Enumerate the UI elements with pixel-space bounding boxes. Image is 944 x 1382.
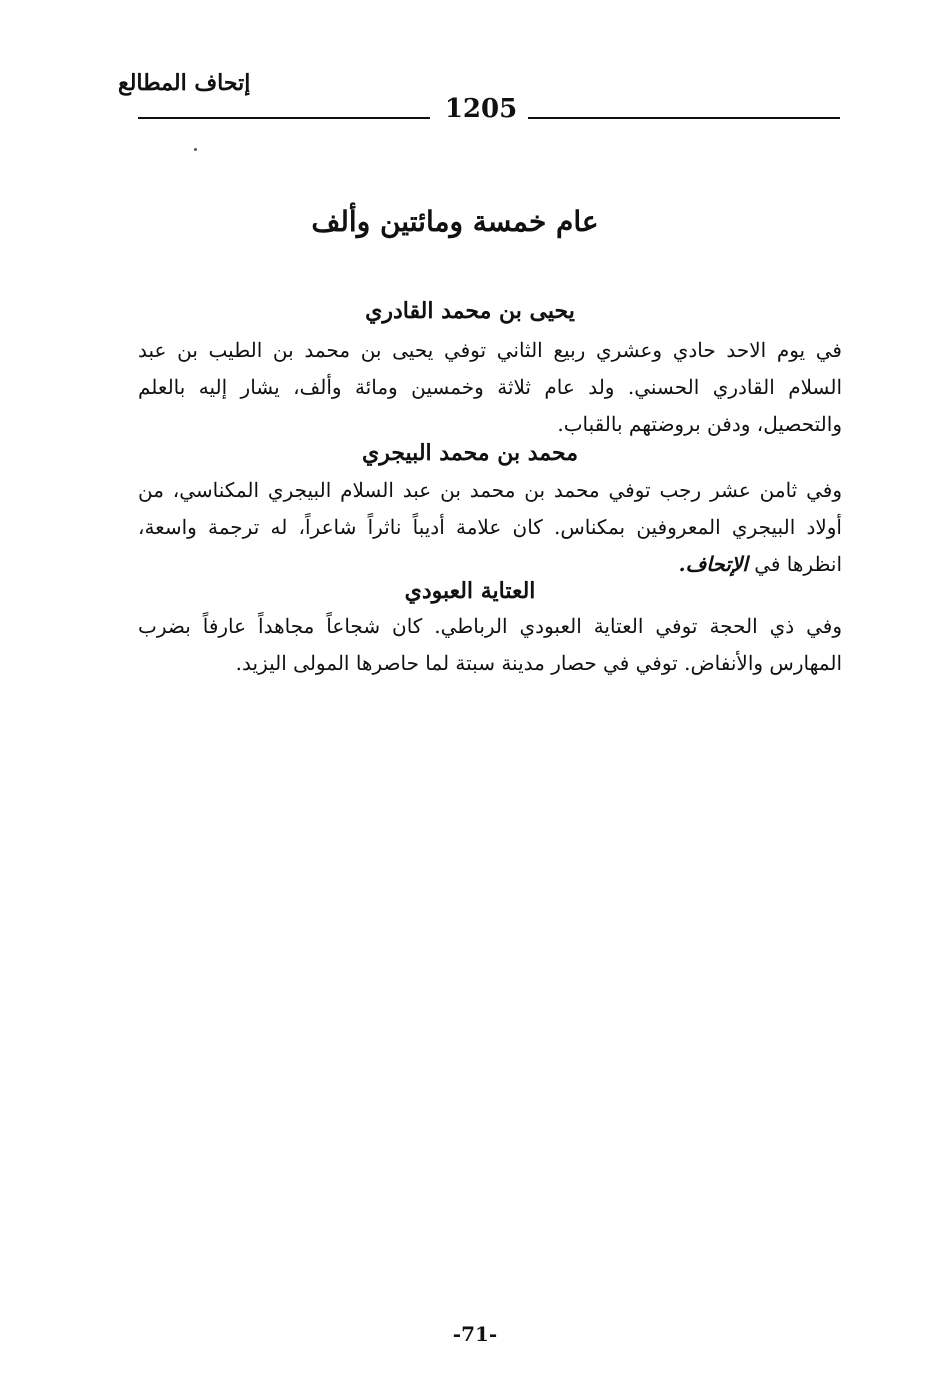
entry-body-1: في يوم الاحد حادي وعشري ربيع الثاني توفي يحيى بن محمد بن الطيب بن عبد السلام القادري الحسني. ولد عام ثلاثة وخمسين ومائة وألف، يشار إليه بالعلم والتحصيل، ودفن بروضتهم بالقباب. (138, 338, 842, 436)
chapter-title: عام خمسة ومائتين وألف (311, 205, 599, 238)
entry-body-2 (138, 472, 842, 583)
bleed-through-block-2 (150, 960, 850, 1200)
entry-body-2-text: وفي ثامن عشر رجب توفي محمد بن محمد بن عبد السلام البيجري المكناسي، من أولاد البيجري المعروفين بمكناس. كان علامة أديباً ناثراً شاعراً، له ترجمة واسعة، انظرها في (138, 478, 843, 576)
bleed-through-block-1 (150, 680, 850, 790)
entry-body-3: وفي ذي الحجة توفي العتاية العبودي الرباطي. كان شجاعاً مجاهداً عارفاً بضرب المهارس والأنفاض. توفي في حصار مدينة سبتة لما حاصرها المولى اليزيد. (138, 614, 842, 675)
header-rule-right (528, 117, 840, 119)
year-heading: 1205 (444, 94, 518, 124)
running-head: إتحاف المطالع (118, 70, 251, 96)
entry-body-2-reference: الإتحاف. (678, 552, 748, 576)
page-number: -71- (452, 1322, 498, 1346)
header-rule-left (138, 117, 430, 119)
entry-heading-2: محمد بن محمد البيجري (361, 440, 578, 466)
entry-heading-3: العتاية العبودي (404, 578, 536, 604)
entry-heading-1: يحيى بن محمد القادري (365, 298, 575, 324)
speck (194, 148, 197, 151)
